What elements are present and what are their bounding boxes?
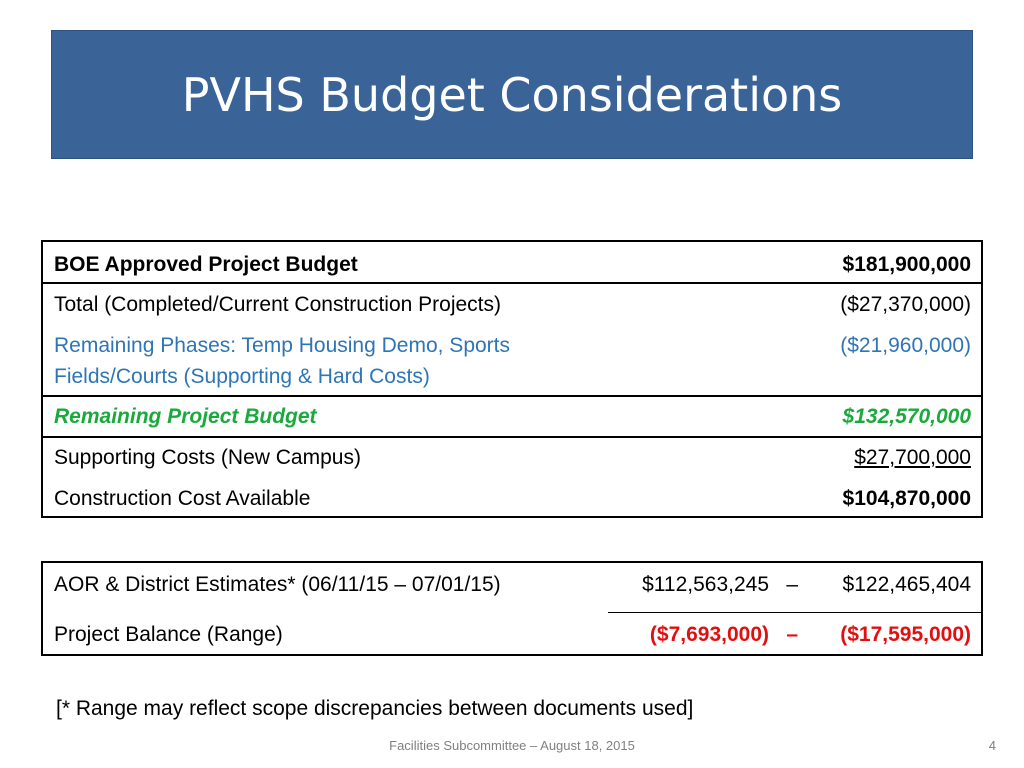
row-label: AOR & District Estimates* (06/11/15 – 07/01/15) [54,573,501,596]
footnote: [* Range may reflect scope discrepancies between documents used] [56,697,694,720]
row-label: Total (Completed/Current Construction Projects) [54,293,502,316]
footer-text: Facilities Subcommittee – August 18, 2015 [389,738,635,753]
row-label-line2: Fields/Courts (Supporting & Hard Costs) [54,365,430,388]
row-label: BOE Approved Project Budget [54,253,358,276]
row-label: Supporting Costs (New Campus) [54,446,361,469]
row-value: $132,570,000 [842,405,971,428]
row-value: ($27,370,000) [840,293,971,316]
row-divider [43,282,981,284]
title-banner [51,30,973,159]
page-number: 4 [988,738,996,753]
range-separator: – [786,573,798,596]
row-label: Remaining Project Budget [54,405,317,428]
estimate-table [41,561,983,656]
range-low: ($7,693,000) [649,623,769,646]
row-value: $104,870,000 [842,487,971,510]
range-high: $122,465,404 [842,573,971,596]
row-divider [43,395,981,397]
row-value: $27,700,000 [854,446,971,469]
row-label: Construction Cost Available [54,487,311,510]
budget-table [41,240,983,518]
row-value: ($21,960,000) [840,334,971,357]
row-value: $181,900,000 [842,253,971,276]
range-separator: – [786,623,798,646]
row-divider [608,612,981,613]
range-low: $112,563,245 [642,573,769,596]
row-label: Project Balance (Range) [54,623,283,646]
range-high: ($17,595,000) [840,623,971,646]
row-label-line1: Remaining Phases: Temp Housing Demo, Sports [54,334,511,357]
slide-title: PVHS Budget Considerations [181,67,843,122]
row-divider [43,436,981,438]
